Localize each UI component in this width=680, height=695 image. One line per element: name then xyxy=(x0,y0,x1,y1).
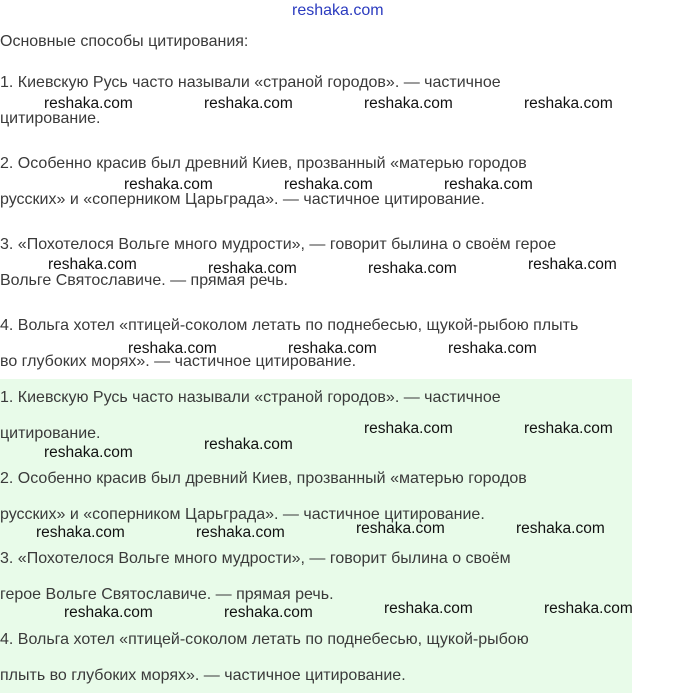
list-item-3-line-2: Вольге Святославиче. — прямая речь. xyxy=(0,272,288,289)
watermark: reshaka.com xyxy=(448,340,537,357)
list-item-4-line-1: 4. Вольга хотел «птицей-соколом летать по поднебесью, щукой-рыбою плыть xyxy=(0,317,579,334)
watermark: reshaka.com xyxy=(516,520,605,537)
answer-item-3-line-2: герое Вольге Святославиче. — прямая речь. xyxy=(0,586,334,603)
answer-item-4-line-1: 4. Вольга хотел «птицей-соколом летать по поднебесью, щукой-рыбою xyxy=(0,631,529,648)
answer-item-4-line-2: плыть во глубоких морях». — частичное цитирование. xyxy=(0,667,406,684)
list-item-2-line-2: русских» и «соперником Царьграда». — частичное цитирование. xyxy=(0,191,485,208)
answer-item-2-line-1: 2. Особенно красив был древний Киев, прозванный «матерью городов xyxy=(0,470,527,487)
watermark: reshaka.com xyxy=(284,176,373,193)
watermark: reshaka.com xyxy=(124,176,213,193)
watermark: reshaka.com xyxy=(224,604,313,621)
watermark: reshaka.com xyxy=(524,95,613,112)
watermark: reshaka.com xyxy=(208,260,297,277)
list-item-3-line-1: 3. «Похотелося Вольге много мудрости», — говорит былина о своём герое xyxy=(0,236,557,253)
intro-heading: Основные способы цитирования: xyxy=(0,33,249,50)
watermark: reshaka.com xyxy=(544,600,633,617)
list-item-1-line-2: цитирование. xyxy=(0,110,101,127)
watermark: reshaka.com xyxy=(384,600,473,617)
answer-item-2-line-2: русских» и «соперником Царьграда». — частичное цитирование. xyxy=(0,506,485,523)
site-link[interactable]: reshaka.com xyxy=(292,2,384,19)
watermark: reshaka.com xyxy=(48,256,137,273)
watermark: reshaka.com xyxy=(364,95,453,112)
list-item-2-line-1: 2. Особенно красив был древний Киев, прозванный «матерью городов xyxy=(0,155,527,172)
watermark: reshaka.com xyxy=(204,95,293,112)
watermark: reshaka.com xyxy=(128,340,217,357)
watermark: reshaka.com xyxy=(204,436,293,453)
list-item-4-line-2: во глубоких морях». — частичное цитирование. xyxy=(0,353,357,370)
watermark: reshaka.com xyxy=(44,444,133,461)
watermark: reshaka.com xyxy=(288,340,377,357)
answer-item-3-line-1: 3. «Похотелося Вольге много мудрости», — говорит былина о своём xyxy=(0,550,511,567)
watermark: reshaka.com xyxy=(368,260,457,277)
watermark: reshaka.com xyxy=(36,524,125,541)
answer-item-1-line-1: 1. Киевскую Русь часто называли «страной городов». — частичное xyxy=(0,389,501,406)
watermark: reshaka.com xyxy=(528,256,617,273)
watermark: reshaka.com xyxy=(356,520,445,537)
watermark: reshaka.com xyxy=(364,420,453,437)
watermark: reshaka.com xyxy=(444,176,533,193)
watermark: reshaka.com xyxy=(44,95,133,112)
answer-item-1-line-2: цитирование. xyxy=(0,425,101,442)
list-item-1-line-1: 1. Киевскую Русь часто называли «страной городов». — частичное xyxy=(0,74,501,91)
watermark: reshaka.com xyxy=(64,604,153,621)
watermark: reshaka.com xyxy=(196,524,285,541)
watermark: reshaka.com xyxy=(524,420,613,437)
